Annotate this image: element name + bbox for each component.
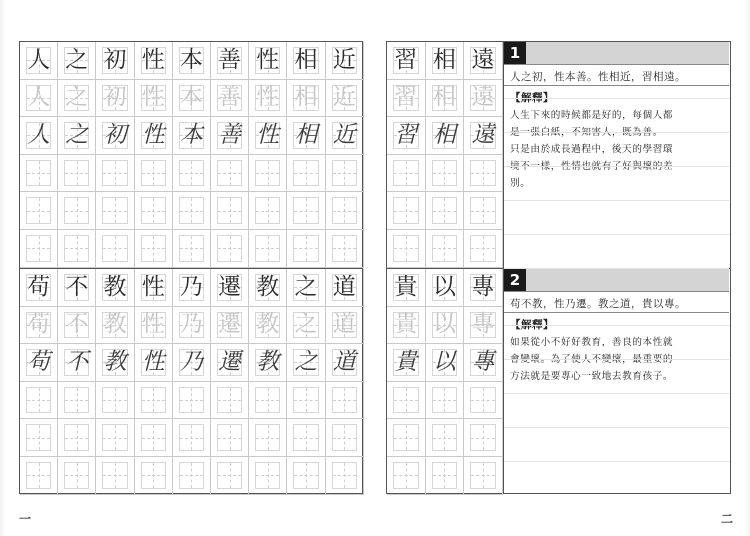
practice-character: 教 (103, 311, 127, 338)
practice-character: 遠 (471, 121, 495, 148)
practice-cell (326, 117, 364, 155)
practice-cell (173, 230, 211, 268)
practice-cell (326, 344, 364, 382)
practice-character: 性 (141, 311, 165, 338)
practice-cell (173, 307, 211, 345)
verse-number-badge: 1 (504, 42, 526, 64)
practice-character: 教 (256, 311, 280, 338)
practice-cell (426, 80, 465, 118)
practice-cell (135, 419, 173, 457)
practice-cell (287, 80, 325, 118)
verse-text: 苟不教，性乃遷。教之道，貴以專。 (504, 292, 729, 313)
explanation-line: 只是由於成長過程中，後天的學習環 (510, 144, 674, 155)
practice-cell (135, 155, 173, 193)
explanation-panel-2 (503, 269, 729, 493)
practice-cell (249, 419, 287, 457)
practice-cell (249, 344, 287, 382)
practice-character: 教 (103, 348, 127, 375)
practice-cell (464, 419, 503, 457)
practice-cell (387, 80, 426, 118)
practice-cell (211, 117, 249, 155)
practice-character: 遠 (471, 46, 495, 73)
practice-cell (135, 382, 173, 420)
practice-character: 遷 (218, 348, 242, 375)
practice-character: 性 (256, 46, 280, 73)
practice-character: 相 (294, 84, 318, 111)
practice-character: 近 (332, 121, 356, 148)
explanation-header (504, 269, 729, 292)
practice-cell (326, 192, 364, 230)
practice-cell (426, 192, 465, 230)
practice-cell (211, 457, 249, 495)
practice-cell (20, 344, 58, 382)
practice-character: 苟 (27, 311, 51, 338)
practice-cell (287, 42, 325, 80)
practice-cell (20, 419, 58, 457)
practice-cell (211, 80, 249, 118)
practice-cell (20, 155, 58, 193)
practice-character: 習 (394, 121, 418, 148)
practice-cell (58, 192, 96, 230)
practice-cell (211, 307, 249, 345)
practice-cell (173, 344, 211, 382)
practice-cell (464, 230, 503, 268)
practice-character: 相 (432, 46, 456, 73)
practice-cell (464, 344, 503, 382)
practice-cell (464, 269, 503, 307)
practice-character: 人 (27, 84, 51, 111)
right-practice-page (386, 41, 731, 494)
practice-cell (249, 117, 287, 155)
practice-character: 乃 (179, 348, 203, 375)
practice-character: 性 (256, 84, 280, 111)
explanation-label: 【解釋】 (510, 319, 554, 331)
practice-character: 性 (141, 273, 165, 300)
practice-cell (249, 307, 287, 345)
practice-character: 道 (332, 348, 356, 375)
practice-character: 相 (432, 121, 456, 148)
practice-cell (287, 344, 325, 382)
practice-character: 乃 (179, 273, 203, 300)
practice-cell (426, 117, 465, 155)
practice-cell (135, 307, 173, 345)
practice-cell (20, 307, 58, 345)
practice-character: 以 (432, 348, 456, 375)
practice-cell (96, 419, 134, 457)
practice-cell (426, 457, 465, 495)
practice-cell (287, 192, 325, 230)
practice-cell (387, 192, 426, 230)
practice-cell (387, 42, 426, 80)
practice-character: 苟 (27, 273, 51, 300)
explanation-header (504, 42, 729, 65)
practice-cell (211, 344, 249, 382)
verse-text: 人之初，性本善。性相近，習相遠。 (504, 65, 729, 86)
practice-cell (426, 419, 465, 457)
practice-cell (326, 307, 364, 345)
practice-character: 習 (394, 84, 418, 111)
page-number-right: 二 (721, 512, 734, 526)
practice-cell (173, 42, 211, 80)
practice-cell (326, 269, 364, 307)
explanation-line: 會變壞。為了使人不變壞，最重要的 (510, 354, 674, 365)
practice-character: 近 (332, 84, 356, 111)
practice-character: 初 (103, 46, 127, 73)
practice-cell (426, 307, 465, 345)
practice-character: 遠 (471, 84, 495, 111)
practice-cell (135, 457, 173, 495)
practice-character: 近 (332, 46, 356, 73)
practice-cell (387, 382, 426, 420)
practice-cell (58, 269, 96, 307)
practice-character: 以 (432, 311, 456, 338)
practice-character: 相 (432, 84, 456, 111)
practice-cell (287, 382, 325, 420)
practice-cell (173, 155, 211, 193)
practice-cell (426, 155, 465, 193)
practice-cell (249, 42, 287, 80)
practice-character: 初 (103, 84, 127, 111)
practice-cell (96, 269, 134, 307)
practice-cell (211, 155, 249, 193)
practice-cell (20, 269, 58, 307)
practice-character: 人 (27, 46, 51, 73)
practice-cell (426, 230, 465, 268)
practice-cell (135, 230, 173, 268)
practice-cell (287, 269, 325, 307)
practice-character: 之 (294, 348, 318, 375)
practice-character: 善 (218, 84, 242, 111)
practice-cell (58, 80, 96, 118)
practice-character: 本 (179, 46, 203, 73)
practice-cell (249, 80, 287, 118)
verse-number-badge: 2 (504, 269, 526, 291)
practice-character: 不 (65, 273, 89, 300)
practice-character: 性 (141, 46, 165, 73)
explanation-line: 境不一樣，性情也就有了好與壞的差 (510, 161, 674, 172)
practice-cell (249, 382, 287, 420)
practice-character: 貴 (394, 273, 418, 300)
practice-character: 性 (141, 84, 165, 111)
practice-cell (20, 80, 58, 118)
practice-character: 乃 (179, 311, 203, 338)
practice-cell (135, 192, 173, 230)
practice-cell (173, 382, 211, 420)
practice-character: 專 (471, 348, 495, 375)
practice-cell (426, 344, 465, 382)
practice-character: 初 (103, 121, 127, 148)
practice-character: 以 (432, 273, 456, 300)
practice-character: 專 (471, 273, 495, 300)
explanation-line: 人生下來的時候都是好的，每個人都 (510, 110, 674, 121)
practice-cell (173, 117, 211, 155)
practice-character: 之 (65, 46, 89, 73)
practice-cell (287, 457, 325, 495)
practice-cell (96, 382, 134, 420)
practice-cell (20, 457, 58, 495)
practice-cell (211, 419, 249, 457)
practice-cell (20, 192, 58, 230)
practice-cell (464, 457, 503, 495)
practice-cell (426, 382, 465, 420)
practice-cell (464, 117, 503, 155)
practice-cell (173, 192, 211, 230)
page-number-left: 一 (19, 512, 32, 526)
practice-cell (96, 42, 134, 80)
practice-cell (426, 42, 465, 80)
practice-cell (96, 230, 134, 268)
practice-cell (96, 80, 134, 118)
practice-cell (211, 382, 249, 420)
practice-cell (426, 269, 465, 307)
practice-character: 善 (218, 46, 242, 73)
practice-cell (249, 155, 287, 193)
practice-character: 相 (294, 121, 318, 148)
practice-cell (96, 307, 134, 345)
practice-cell (20, 230, 58, 268)
practice-cell (387, 230, 426, 268)
practice-character: 人 (27, 121, 51, 148)
practice-cell (173, 419, 211, 457)
practice-character: 之 (65, 84, 89, 111)
practice-cell (464, 42, 503, 80)
left-practice-page (19, 41, 363, 494)
practice-character: 道 (332, 273, 356, 300)
practice-cell (326, 155, 364, 193)
practice-cell (135, 42, 173, 80)
practice-cell (287, 307, 325, 345)
practice-character: 性 (141, 121, 165, 148)
practice-character: 不 (65, 348, 89, 375)
section-divider (20, 268, 362, 269)
practice-character: 遷 (218, 273, 242, 300)
practice-cell (249, 230, 287, 268)
practice-character: 善 (218, 121, 242, 148)
practice-character: 教 (256, 348, 280, 375)
practice-cell (173, 457, 211, 495)
practice-cell (464, 382, 503, 420)
explanation-line: 別。 (510, 178, 531, 189)
practice-cell (135, 80, 173, 118)
practice-cell (58, 382, 96, 420)
practice-character: 不 (65, 311, 89, 338)
practice-cell (58, 155, 96, 193)
practice-cell (211, 230, 249, 268)
practice-cell (58, 230, 96, 268)
practice-character: 專 (471, 311, 495, 338)
practice-cell (58, 457, 96, 495)
ruled-lines (504, 313, 729, 462)
practice-cell (58, 117, 96, 155)
practice-cell (211, 42, 249, 80)
practice-cell (464, 307, 503, 345)
practice-cell (287, 155, 325, 193)
practice-character: 本 (179, 121, 203, 148)
practice-character: 性 (141, 348, 165, 375)
practice-character: 遷 (218, 311, 242, 338)
practice-cell (58, 42, 96, 80)
practice-cell (173, 80, 211, 118)
practice-cell (249, 192, 287, 230)
practice-character: 之 (294, 311, 318, 338)
practice-cell (287, 230, 325, 268)
practice-cell (249, 269, 287, 307)
practice-character: 之 (65, 121, 89, 148)
practice-cell (326, 419, 364, 457)
practice-cell (96, 344, 134, 382)
practice-cell (326, 457, 364, 495)
practice-character: 道 (332, 311, 356, 338)
practice-cell (135, 269, 173, 307)
practice-cell (326, 382, 364, 420)
practice-cell (249, 457, 287, 495)
practice-cell (20, 42, 58, 80)
explanation-line: 是一張白紙，不知害人，既為善。 (510, 127, 663, 138)
practice-character: 教 (256, 273, 280, 300)
practice-cell (287, 117, 325, 155)
practice-cell (326, 230, 364, 268)
practice-cell (387, 269, 426, 307)
explanation-line: 如果從小不好好教育，善良的本性就 (510, 337, 674, 348)
practice-cell (464, 155, 503, 193)
practice-character: 貴 (394, 348, 418, 375)
practice-cell (96, 457, 134, 495)
practice-cell (58, 344, 96, 382)
practice-cell (58, 307, 96, 345)
practice-cell (387, 419, 426, 457)
practice-character: 習 (394, 46, 418, 73)
practice-cell (58, 419, 96, 457)
practice-cell (20, 382, 58, 420)
practice-character: 貴 (394, 311, 418, 338)
explanation-panel-1 (503, 42, 729, 268)
explanation-line: 方法就是要專心一致地去教育孩子。 (510, 371, 674, 382)
practice-character: 性 (256, 121, 280, 148)
practice-cell (135, 117, 173, 155)
practice-cell (211, 192, 249, 230)
practice-cell (96, 117, 134, 155)
practice-cell (387, 307, 426, 345)
practice-character: 之 (294, 273, 318, 300)
practice-cell (211, 269, 249, 307)
practice-cell (387, 155, 426, 193)
ruled-lines (504, 86, 729, 269)
practice-cell (287, 419, 325, 457)
practice-cell (96, 192, 134, 230)
practice-cell (326, 80, 364, 118)
practice-cell (387, 344, 426, 382)
practice-character: 苟 (27, 348, 51, 375)
practice-cell (135, 344, 173, 382)
practice-character: 本 (179, 84, 203, 111)
practice-cell (464, 80, 503, 118)
practice-cell (96, 155, 134, 193)
practice-cell (464, 192, 503, 230)
practice-cell (173, 269, 211, 307)
practice-cell (387, 117, 426, 155)
practice-character: 教 (103, 273, 127, 300)
explanation-label: 【解釋】 (510, 92, 554, 104)
practice-cell (326, 42, 364, 80)
practice-cell (20, 117, 58, 155)
practice-character: 相 (294, 46, 318, 73)
practice-cell (387, 457, 426, 495)
